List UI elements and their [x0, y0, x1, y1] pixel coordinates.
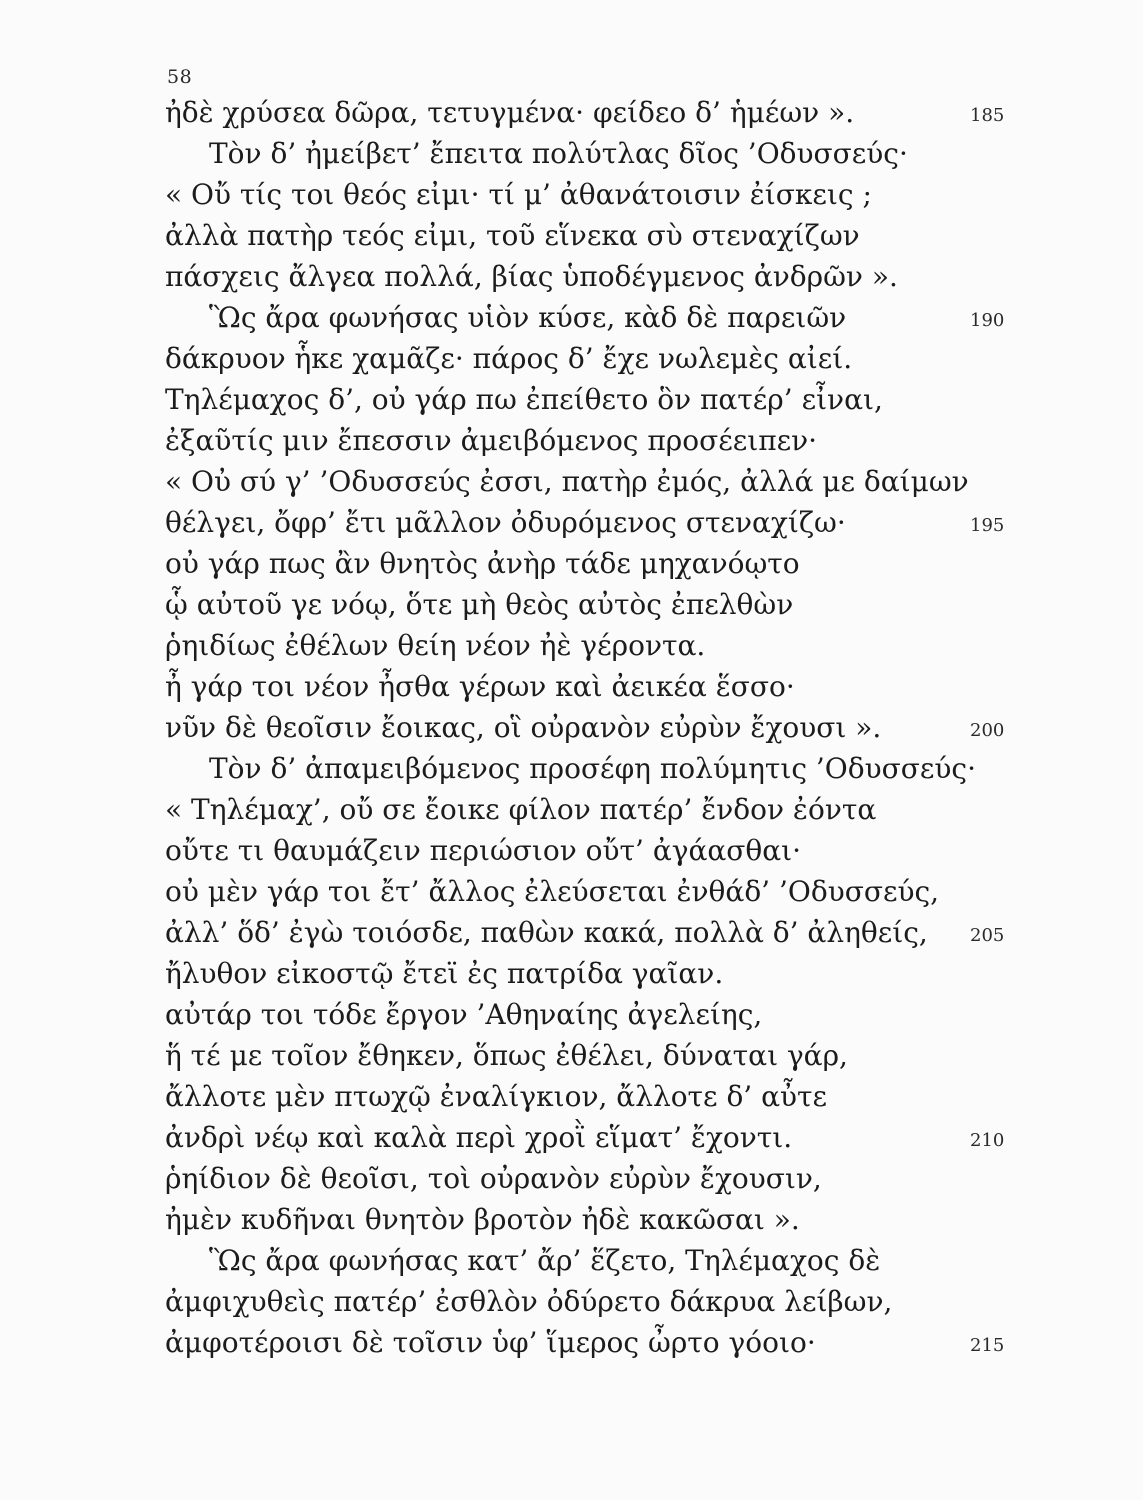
verse-text: θέλγει, ὄφρ’ ἔτι μᾶλλον ὀδυρόμενος στεναχίζω·: [165, 506, 846, 539]
line-number: 215: [970, 1335, 1005, 1356]
verse-line: [165, 461, 1105, 502]
verse-text: ἠμὲν κυδῆναι θνητὸν βροτὸν ἠδὲ κακῶσαι ».: [165, 1203, 800, 1236]
verse-text: Τὸν δ’ ἠμείβετ’ ἔπειτα πολύτλας δῖος ’Οδυσσεύς·: [209, 137, 908, 170]
verse-text: ᾧ αὐτοῦ γε νόῳ, ὅτε μὴ θεὸς αὐτὸς ἐπελθὼν: [165, 588, 794, 621]
verse-text: ἐξαῦτίς μιν ἔπεσσιν ἀμειβόμενος προσέειπεν·: [165, 424, 818, 457]
verse-text: ἥ τέ με τοῖον ἔθηκεν, ὅπως ἐθέλει, δύναται γάρ,: [165, 1039, 848, 1072]
verse-text: Ὣς ἄρα φωνήσας κατ’ ἄρ’ ἕζετο, Τηλέμαχος δὲ: [209, 1244, 881, 1277]
verse-line: [165, 256, 1105, 297]
verse-text: ἤλυθον εἰκοστῷ ἔτεϊ ἐς πατρίδα γαῖαν.: [165, 957, 724, 990]
verse-text: ῥηιδίως ἐθέλων θείη νέον ἠὲ γέροντα.: [165, 629, 706, 662]
verse-line: [165, 994, 1105, 1035]
verse-line: [165, 1240, 1105, 1281]
verse-line: [165, 215, 1105, 256]
line-number: 205: [970, 925, 1005, 946]
verse-line: [165, 1281, 1105, 1322]
verse-line: [165, 1158, 1105, 1199]
verse-line: [165, 92, 1105, 133]
verse-line: [165, 748, 1105, 789]
verse-line: [165, 297, 1105, 338]
line-number: 185: [970, 105, 1005, 126]
verse-text: ἀλλ’ ὅδ’ ἐγὼ τοιόσδε, παθὼν κακά, πολλὰ δ’ ἀληθείς,: [165, 916, 928, 949]
verse-line: [165, 912, 1105, 953]
verse-line: [165, 625, 1105, 666]
verse-line: [165, 1076, 1105, 1117]
verse-line: [165, 1199, 1105, 1240]
verse-line: [165, 379, 1105, 420]
verse-text: « Τηλέμαχ’, οὔ σε ἔοικε φίλον πατέρ’ ἔνδον ἐόντα: [165, 793, 877, 826]
verse-text: οὔτε τι θαυμάζειν περιώσιον οὔτ’ ἀγάασθαι·: [165, 834, 802, 867]
verse-text: Τὸν δ’ ἀπαμειβόμενος προσέφη πολύμητις ’Οδυσσεύς·: [209, 752, 976, 785]
verse-text: ἀνδρὶ νέῳ καὶ καλὰ περὶ χροῒ εἵματ’ ἔχοντι.: [165, 1121, 793, 1154]
verse-line: [165, 871, 1105, 912]
line-number: 190: [970, 310, 1005, 331]
verse-line: [165, 789, 1105, 830]
verse-line: [165, 830, 1105, 871]
verse-line: [165, 1322, 1105, 1363]
line-number: 200: [970, 720, 1005, 741]
verse-text: ἀμφοτέροισι δὲ τοῖσιν ὑφ’ ἵμερος ὦρτο γόοιο·: [165, 1326, 816, 1359]
verse-text: ῥηίδιον δὲ θεοῖσι, τοὶ οὐρανὸν εὐρὺν ἔχουσιν,: [165, 1162, 822, 1195]
verse-text: ἄλλοτε μὲν πτωχῷ ἐναλίγκιον, ἄλλοτε δ’ αὖτε: [165, 1080, 828, 1113]
verse-line: [165, 338, 1105, 379]
verse-text: Τηλέμαχος δ’, οὐ γάρ πω ἐπείθετο ὃν πατέρ’ εἶναι,: [165, 383, 883, 416]
page-number: 58: [167, 66, 193, 88]
verse-text: « Οὐ σύ γ’ ’Οδυσσεύς ἐσσι, πατὴρ ἐμός, ἀλλά με δαίμων: [165, 465, 969, 498]
verse-text: πάσχεις ἄλγεα πολλά, βίας ὑποδέγμενος ἀνδρῶν ».: [165, 260, 898, 293]
verse-line: [165, 707, 1105, 748]
line-number: 210: [970, 1130, 1005, 1151]
verse-line: [165, 133, 1105, 174]
verse-line: [165, 1035, 1105, 1076]
verse-line: [165, 543, 1105, 584]
verse-text: ἠδὲ χρύσεα δῶρα, τετυγμένα· φείδεο δ’ ἡμέων ».: [165, 96, 855, 129]
verse-text: « Οὔ τίς τοι θεός εἰμι· τί μ’ ἀθανάτοισιν ἐίσκεις ;: [165, 178, 872, 211]
poem-text: [165, 92, 1105, 1363]
verse-text: ἀμφιχυθεὶς πατέρ’ ἐσθλὸν ὀδύρετο δάκρυα λείβων,: [165, 1285, 893, 1318]
verse-line: [165, 174, 1105, 215]
verse-line: [165, 420, 1105, 461]
verse-text: Ὣς ἄρα φωνήσας υἱὸν κύσε, κὰδ δὲ παρειῶν: [209, 301, 847, 334]
verse-text: οὐ μὲν γάρ τοι ἔτ’ ἄλλος ἐλεύσεται ἐνθάδ’ ’Οδυσσεύς,: [165, 875, 940, 908]
verse-line: [165, 953, 1105, 994]
verse-text: δάκρυον ἧκε χαμᾶζε· πάρος δ’ ἔχε νωλεμὲς αἰεί.: [165, 342, 853, 375]
verse-text: ἦ γάρ τοι νέον ἦσθα γέρων καὶ ἀεικέα ἕσσο·: [165, 670, 795, 703]
verse-text: ἀλλὰ πατὴρ τεός εἰμι, τοῦ εἵνεκα σὺ στεναχίζων: [165, 219, 860, 252]
verse-line: [165, 584, 1105, 625]
verse-text: νῦν δὲ θεοῖσιν ἔοικας, οἳ οὐρανὸν εὐρὺν ἔχουσι ».: [165, 711, 882, 744]
line-number: 195: [970, 515, 1005, 536]
verse-line: [165, 666, 1105, 707]
verse-line: [165, 502, 1105, 543]
verse-line: [165, 1117, 1105, 1158]
verse-text: αὐτάρ τοι τόδε ἔργον ’Αθηναίης ἀγελείης,: [165, 998, 763, 1031]
verse-text: οὐ γάρ πως ἂν θνητὸς ἀνὴρ τάδε μηχανόῳτο: [165, 547, 800, 580]
